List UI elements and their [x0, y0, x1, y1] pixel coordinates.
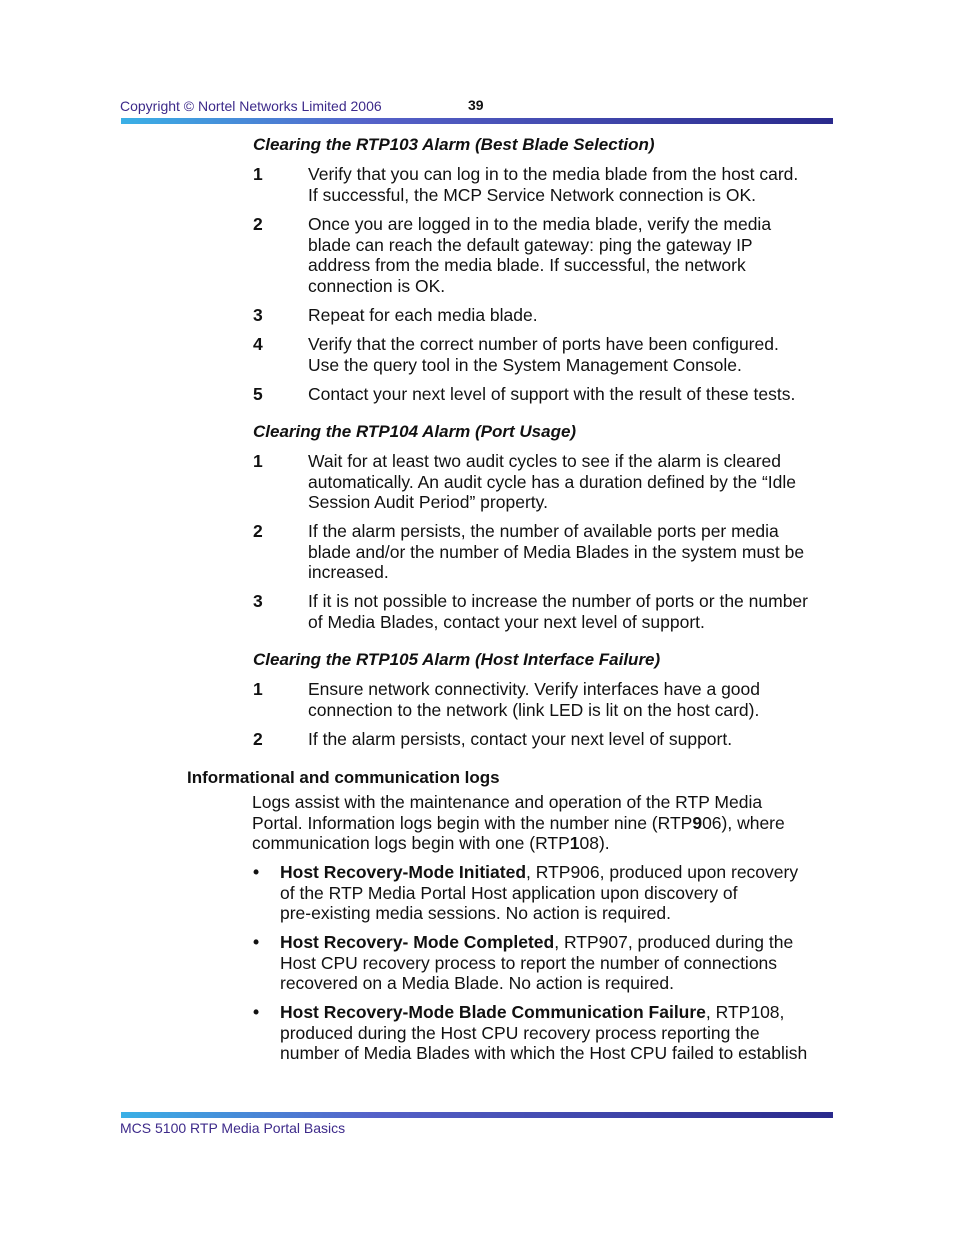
- intro-line: [252, 813, 834, 834]
- bullet-rest: , RTP907, produced during the: [554, 932, 794, 952]
- step-line: Once you are logged in to the media blade, verify the media: [308, 214, 772, 234]
- step-line: Verify that you can log in to the media blade from the host card.: [308, 164, 799, 184]
- bullet-line: [280, 862, 833, 883]
- bullet-rest: , RTP906, produced upon recovery: [526, 862, 799, 882]
- intro-text: Portal. Information logs begin with the number nine (RTP: [252, 812, 693, 833]
- step-line: Verify that the correct number of ports have been configured.: [308, 334, 779, 354]
- header-rule: [121, 118, 833, 124]
- step-line: blade and/or the number of Media Blades in the system must be: [308, 541, 805, 562]
- step-text: [308, 214, 833, 296]
- step-line: Session Audit Period” property.: [308, 492, 548, 513]
- bullet-line: produced during the Host CPU recovery process reporting the: [280, 1022, 760, 1043]
- step-number: 2: [253, 729, 263, 749]
- step-number: 5: [253, 384, 263, 404]
- step-number: 4: [253, 334, 263, 354]
- bullet-line: of the RTP Media Portal Host application upon discovery of: [280, 882, 738, 903]
- footer-title: MCS 5100 RTP Media Portal Basics: [120, 1120, 346, 1136]
- step-line: increased.: [308, 562, 389, 583]
- intro-text: 06), where: [702, 812, 785, 833]
- bullet-line: [280, 1002, 833, 1023]
- step-number: 1: [253, 164, 263, 184]
- step-number: 1: [253, 679, 263, 699]
- step-line: If it is not possible to increase the number of ports or the number: [308, 591, 808, 611]
- logs-heading: Informational and communication logs: [187, 768, 500, 787]
- bullet-text: [280, 862, 833, 924]
- section-heading: Clearing the RTP105 Alarm (Host Interface Failure): [253, 650, 661, 669]
- bullet-rest: , RTP108,: [705, 1002, 785, 1022]
- logs-intro: [252, 792, 834, 854]
- bullet-line: Host CPU recovery process to report the number of connections: [280, 952, 778, 973]
- step-text: [308, 334, 833, 375]
- intro-text: 08).: [579, 833, 610, 853]
- section-heading: Clearing the RTP103 Alarm (Best Blade Selection): [253, 135, 655, 154]
- step-line: of Media Blades, contact your next level of support.: [308, 611, 705, 632]
- bullet-text: [280, 1002, 833, 1064]
- bullet-text: [280, 932, 833, 994]
- step-line: If the alarm persists, the number of available ports per media: [308, 521, 779, 541]
- step-line: Contact your next level of support with the result of these tests.: [308, 384, 796, 404]
- intro-line: Logs assist with the maintenance and operation of the RTP Media: [252, 792, 763, 812]
- bullet-line: number of Media Blades with which the Host CPU failed to establish: [280, 1043, 808, 1063]
- step-text: [308, 679, 833, 720]
- step-line: If successful, the MCP Service Network connection is OK.: [308, 184, 757, 205]
- bullet-title: Host Recovery-Mode Blade Communication Failure: [280, 1002, 706, 1022]
- step-text: [308, 729, 833, 750]
- header-copyright: Copyright © Nortel Networks Limited 2006: [120, 98, 382, 114]
- bullet-line: recovered on a Media Blade. No action is required.: [280, 973, 674, 993]
- step-line: If the alarm persists, contact your next level of support.: [308, 729, 733, 749]
- step-line: connection to the network (link LED is lit on the host card).: [308, 699, 760, 720]
- footer-rule: [121, 1112, 833, 1118]
- step-text: [308, 521, 833, 583]
- step-number: 2: [253, 214, 263, 234]
- step-text: [308, 164, 833, 205]
- step-line: blade can reach the default gateway: ping the gateway IP: [308, 234, 753, 255]
- step-text: [308, 305, 833, 326]
- step-number: 2: [253, 521, 263, 541]
- step-line: Repeat for each media blade.: [308, 305, 538, 325]
- bullet-dot-icon: •: [253, 862, 260, 882]
- step-number: 1: [253, 451, 263, 471]
- bullet-title: Host Recovery-Mode Initiated: [280, 862, 527, 882]
- bullet-dot-icon: •: [253, 1002, 260, 1022]
- bullet-line: [280, 932, 833, 953]
- step-text: [308, 384, 833, 405]
- page-number: 39: [468, 97, 484, 113]
- bullet-dot-icon: •: [253, 932, 260, 952]
- bullet-title: Host Recovery- Mode Completed: [280, 932, 555, 952]
- step-line: Use the query tool in the System Management Console.: [308, 354, 742, 375]
- step-line: address from the media blade. If successful, the network: [308, 255, 746, 276]
- step-line: automatically. An audit cycle has a duration defined by the “Idle: [308, 471, 797, 492]
- step-number: 3: [253, 305, 263, 325]
- step-line: Wait for at least two audit cycles to see if the alarm is cleared: [308, 451, 782, 471]
- intro-bold-one: 1: [569, 833, 580, 853]
- step-number: 3: [253, 591, 263, 611]
- intro-text: communication logs begin with one (RTP: [252, 833, 570, 853]
- intro-bold-nine: 9: [692, 812, 703, 833]
- step-line: Ensure network connectivity. Verify interfaces have a good: [308, 679, 761, 699]
- bullet-line: pre-existing media sessions. No action is required.: [280, 903, 672, 923]
- step-line: connection is OK.: [308, 275, 446, 296]
- intro-line: [252, 833, 834, 854]
- step-text: [308, 451, 833, 513]
- step-text: [308, 591, 833, 632]
- section-heading: Clearing the RTP104 Alarm (Port Usage): [253, 422, 577, 441]
